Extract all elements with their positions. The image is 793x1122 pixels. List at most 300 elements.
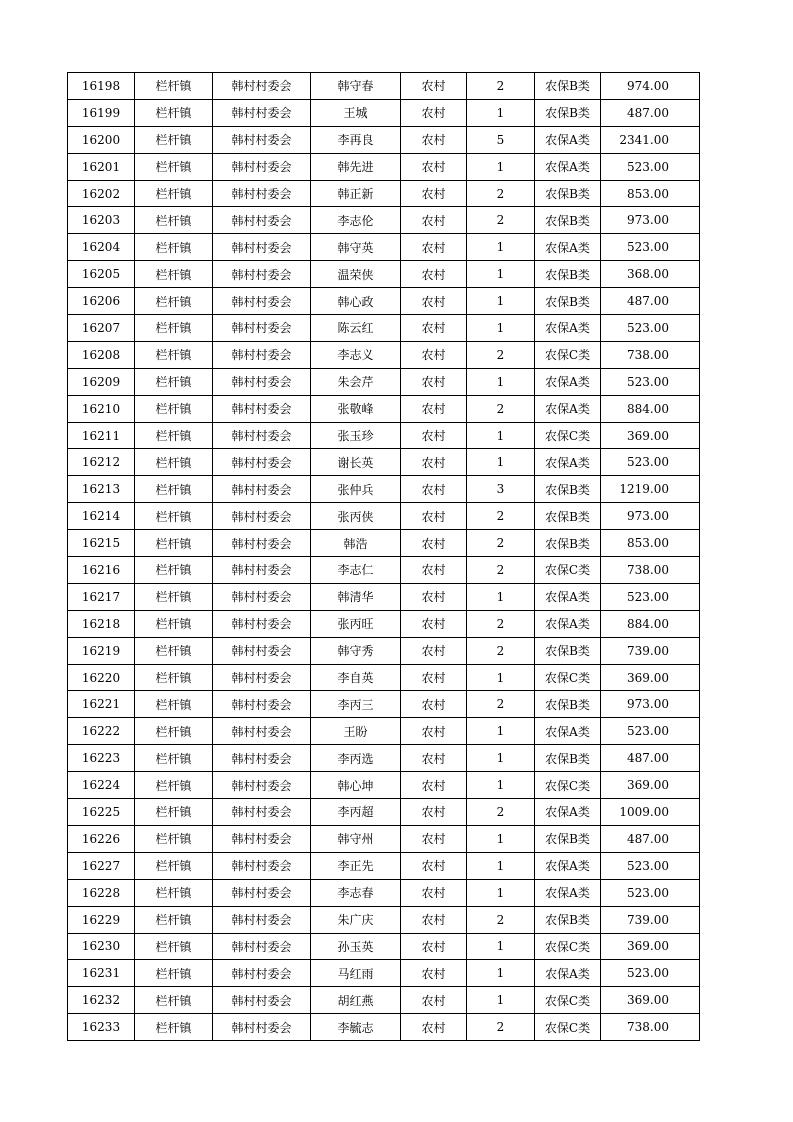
town-cell: 栏杆镇 xyxy=(135,583,213,610)
household-type-cell: 农村 xyxy=(401,987,467,1014)
town-cell: 栏杆镇 xyxy=(135,422,213,449)
member-count-cell: 2 xyxy=(467,180,535,207)
member-count-cell: 1 xyxy=(467,422,535,449)
amount-cell: 523.00 xyxy=(601,153,700,180)
town-cell: 栏杆镇 xyxy=(135,691,213,718)
village-committee-cell: 韩村村委会 xyxy=(213,234,311,261)
insurance-category-cell: 农保C类 xyxy=(535,772,601,799)
town-cell: 栏杆镇 xyxy=(135,153,213,180)
amount-cell: 369.00 xyxy=(601,987,700,1014)
member-count-cell: 1 xyxy=(467,664,535,691)
person-name-cell: 韩守州 xyxy=(311,825,401,852)
member-count-cell: 2 xyxy=(467,395,535,422)
town-cell: 栏杆镇 xyxy=(135,960,213,987)
village-committee-cell: 韩村村委会 xyxy=(213,772,311,799)
amount-cell: 739.00 xyxy=(601,906,700,933)
table-row xyxy=(68,207,700,234)
town-cell: 栏杆镇 xyxy=(135,637,213,664)
household-type-cell: 农村 xyxy=(401,503,467,530)
person-name-cell: 李丙三 xyxy=(311,691,401,718)
amount-cell: 884.00 xyxy=(601,610,700,637)
village-committee-cell: 韩村村委会 xyxy=(213,799,311,826)
person-name-cell: 李志义 xyxy=(311,341,401,368)
table-row xyxy=(68,449,700,476)
village-committee-cell: 韩村村委会 xyxy=(213,745,311,772)
town-cell: 栏杆镇 xyxy=(135,288,213,315)
table-row xyxy=(68,99,700,126)
village-committee-cell: 韩村村委会 xyxy=(213,315,311,342)
table-row xyxy=(68,745,700,772)
table-row xyxy=(68,799,700,826)
insurance-category-cell: 农保B类 xyxy=(535,99,601,126)
member-count-cell: 3 xyxy=(467,476,535,503)
insurance-category-cell: 农保B类 xyxy=(535,530,601,557)
amount-cell: 369.00 xyxy=(601,933,700,960)
table-row xyxy=(68,153,700,180)
town-cell: 栏杆镇 xyxy=(135,530,213,557)
amount-cell: 523.00 xyxy=(601,368,700,395)
member-count-cell: 2 xyxy=(467,73,535,100)
record-number-cell: 16225 xyxy=(68,799,135,826)
village-committee-cell: 韩村村委会 xyxy=(213,530,311,557)
village-committee-cell: 韩村村委会 xyxy=(213,395,311,422)
member-count-cell: 2 xyxy=(467,341,535,368)
person-name-cell: 谢长英 xyxy=(311,449,401,476)
member-count-cell: 1 xyxy=(467,933,535,960)
amount-cell: 487.00 xyxy=(601,825,700,852)
table-row xyxy=(68,960,700,987)
amount-cell: 523.00 xyxy=(601,234,700,261)
person-name-cell: 张敬峰 xyxy=(311,395,401,422)
amount-cell: 487.00 xyxy=(601,99,700,126)
record-number-cell: 16198 xyxy=(68,73,135,100)
record-number-cell: 16217 xyxy=(68,583,135,610)
person-name-cell: 朱会芹 xyxy=(311,368,401,395)
town-cell: 栏杆镇 xyxy=(135,718,213,745)
household-type-cell: 农村 xyxy=(401,583,467,610)
village-committee-cell: 韩村村委会 xyxy=(213,637,311,664)
village-committee-cell: 韩村村委会 xyxy=(213,99,311,126)
record-number-cell: 16220 xyxy=(68,664,135,691)
table-row xyxy=(68,73,700,100)
village-committee-cell: 韩村村委会 xyxy=(213,610,311,637)
insurance-category-cell: 农保A类 xyxy=(535,583,601,610)
amount-cell: 487.00 xyxy=(601,745,700,772)
amount-cell: 973.00 xyxy=(601,207,700,234)
table-row xyxy=(68,610,700,637)
person-name-cell: 张丙旺 xyxy=(311,610,401,637)
member-count-cell: 2 xyxy=(467,1014,535,1041)
table-row xyxy=(68,691,700,718)
household-type-cell: 农村 xyxy=(401,153,467,180)
household-type-cell: 农村 xyxy=(401,315,467,342)
record-number-cell: 16228 xyxy=(68,879,135,906)
amount-cell: 738.00 xyxy=(601,341,700,368)
amount-cell: 487.00 xyxy=(601,288,700,315)
table-row xyxy=(68,395,700,422)
person-name-cell: 张玉珍 xyxy=(311,422,401,449)
amount-cell: 2341.00 xyxy=(601,126,700,153)
insurance-category-cell: 农保A类 xyxy=(535,315,601,342)
insurance-category-cell: 农保B类 xyxy=(535,745,601,772)
household-type-cell: 农村 xyxy=(401,852,467,879)
table-row xyxy=(68,718,700,745)
village-committee-cell: 韩村村委会 xyxy=(213,1014,311,1041)
household-type-cell: 农村 xyxy=(401,664,467,691)
member-count-cell: 1 xyxy=(467,718,535,745)
insurance-category-cell: 农保B类 xyxy=(535,73,601,100)
town-cell: 栏杆镇 xyxy=(135,1014,213,1041)
person-name-cell: 马红雨 xyxy=(311,960,401,987)
insurance-category-cell: 农保C类 xyxy=(535,557,601,584)
town-cell: 栏杆镇 xyxy=(135,879,213,906)
record-number-cell: 16221 xyxy=(68,691,135,718)
member-count-cell: 1 xyxy=(467,772,535,799)
record-number-cell: 16211 xyxy=(68,422,135,449)
record-number-cell: 16218 xyxy=(68,610,135,637)
record-number-cell: 16202 xyxy=(68,180,135,207)
record-number-cell: 16223 xyxy=(68,745,135,772)
village-committee-cell: 韩村村委会 xyxy=(213,341,311,368)
household-type-cell: 农村 xyxy=(401,234,467,261)
amount-cell: 738.00 xyxy=(601,1014,700,1041)
household-type-cell: 农村 xyxy=(401,772,467,799)
village-committee-cell: 韩村村委会 xyxy=(213,476,311,503)
table-row xyxy=(68,933,700,960)
insurance-category-cell: 农保A类 xyxy=(535,960,601,987)
member-count-cell: 1 xyxy=(467,315,535,342)
amount-cell: 369.00 xyxy=(601,772,700,799)
village-committee-cell: 韩村村委会 xyxy=(213,960,311,987)
household-type-cell: 农村 xyxy=(401,799,467,826)
village-committee-cell: 韩村村委会 xyxy=(213,879,311,906)
household-type-cell: 农村 xyxy=(401,180,467,207)
table-row xyxy=(68,530,700,557)
member-count-cell: 2 xyxy=(467,799,535,826)
town-cell: 栏杆镇 xyxy=(135,557,213,584)
town-cell: 栏杆镇 xyxy=(135,234,213,261)
record-number-cell: 16213 xyxy=(68,476,135,503)
insurance-category-cell: 农保B类 xyxy=(535,207,601,234)
insurance-category-cell: 农保B类 xyxy=(535,261,601,288)
insurance-category-cell: 农保C类 xyxy=(535,987,601,1014)
person-name-cell: 李毓志 xyxy=(311,1014,401,1041)
person-name-cell: 李志伦 xyxy=(311,207,401,234)
table-row xyxy=(68,422,700,449)
amount-cell: 738.00 xyxy=(601,557,700,584)
member-count-cell: 1 xyxy=(467,153,535,180)
village-committee-cell: 韩村村委会 xyxy=(213,987,311,1014)
record-number-cell: 16209 xyxy=(68,368,135,395)
person-name-cell: 韩守春 xyxy=(311,73,401,100)
record-number-cell: 16199 xyxy=(68,99,135,126)
member-count-cell: 1 xyxy=(467,99,535,126)
member-count-cell: 2 xyxy=(467,207,535,234)
household-type-cell: 农村 xyxy=(401,879,467,906)
person-name-cell: 张仲兵 xyxy=(311,476,401,503)
record-number-cell: 16203 xyxy=(68,207,135,234)
insurance-category-cell: 农保C类 xyxy=(535,664,601,691)
record-number-cell: 16205 xyxy=(68,261,135,288)
person-name-cell: 王盼 xyxy=(311,718,401,745)
member-count-cell: 2 xyxy=(467,557,535,584)
table-body xyxy=(68,73,700,1041)
village-committee-cell: 韩村村委会 xyxy=(213,73,311,100)
town-cell: 栏杆镇 xyxy=(135,987,213,1014)
town-cell: 栏杆镇 xyxy=(135,126,213,153)
amount-cell: 523.00 xyxy=(601,449,700,476)
household-type-cell: 农村 xyxy=(401,745,467,772)
record-number-cell: 16215 xyxy=(68,530,135,557)
village-committee-cell: 韩村村委会 xyxy=(213,718,311,745)
table-row xyxy=(68,852,700,879)
household-type-cell: 农村 xyxy=(401,449,467,476)
village-committee-cell: 韩村村委会 xyxy=(213,449,311,476)
insurance-category-cell: 农保B类 xyxy=(535,906,601,933)
household-type-cell: 农村 xyxy=(401,368,467,395)
member-count-cell: 1 xyxy=(467,368,535,395)
person-name-cell: 孙玉英 xyxy=(311,933,401,960)
insurance-category-cell: 农保B类 xyxy=(535,180,601,207)
town-cell: 栏杆镇 xyxy=(135,395,213,422)
insurance-category-cell: 农保A类 xyxy=(535,126,601,153)
household-type-cell: 农村 xyxy=(401,610,467,637)
person-name-cell: 李志春 xyxy=(311,879,401,906)
amount-cell: 739.00 xyxy=(601,637,700,664)
person-name-cell: 韩心坤 xyxy=(311,772,401,799)
insurance-category-cell: 农保A类 xyxy=(535,718,601,745)
person-name-cell: 李丙选 xyxy=(311,745,401,772)
town-cell: 栏杆镇 xyxy=(135,449,213,476)
table-row xyxy=(68,825,700,852)
record-number-cell: 16206 xyxy=(68,288,135,315)
household-type-cell: 农村 xyxy=(401,906,467,933)
person-name-cell: 韩守英 xyxy=(311,234,401,261)
household-type-cell: 农村 xyxy=(401,825,467,852)
household-type-cell: 农村 xyxy=(401,422,467,449)
person-name-cell: 韩正新 xyxy=(311,180,401,207)
village-committee-cell: 韩村村委会 xyxy=(213,583,311,610)
member-count-cell: 1 xyxy=(467,825,535,852)
amount-cell: 853.00 xyxy=(601,530,700,557)
town-cell: 栏杆镇 xyxy=(135,368,213,395)
town-cell: 栏杆镇 xyxy=(135,852,213,879)
amount-cell: 523.00 xyxy=(601,879,700,906)
village-committee-cell: 韩村村委会 xyxy=(213,664,311,691)
town-cell: 栏杆镇 xyxy=(135,341,213,368)
record-number-cell: 16216 xyxy=(68,557,135,584)
table-row xyxy=(68,288,700,315)
record-number-cell: 16232 xyxy=(68,987,135,1014)
person-name-cell: 韩浩 xyxy=(311,530,401,557)
amount-cell: 973.00 xyxy=(601,503,700,530)
household-type-cell: 农村 xyxy=(401,960,467,987)
record-number-cell: 16229 xyxy=(68,906,135,933)
record-number-cell: 16208 xyxy=(68,341,135,368)
table-row xyxy=(68,315,700,342)
table-row xyxy=(68,503,700,530)
town-cell: 栏杆镇 xyxy=(135,906,213,933)
insurance-category-cell: 农保A类 xyxy=(535,852,601,879)
amount-cell: 523.00 xyxy=(601,315,700,342)
insurance-category-cell: 农保A类 xyxy=(535,153,601,180)
member-count-cell: 1 xyxy=(467,261,535,288)
person-name-cell: 李自英 xyxy=(311,664,401,691)
household-type-cell: 农村 xyxy=(401,261,467,288)
insurance-category-cell: 农保A类 xyxy=(535,799,601,826)
member-count-cell: 2 xyxy=(467,610,535,637)
insurance-category-cell: 农保A类 xyxy=(535,610,601,637)
insurance-category-cell: 农保B类 xyxy=(535,476,601,503)
record-number-cell: 16212 xyxy=(68,449,135,476)
amount-cell: 1009.00 xyxy=(601,799,700,826)
household-type-cell: 农村 xyxy=(401,691,467,718)
insurance-category-cell: 农保C类 xyxy=(535,1014,601,1041)
village-committee-cell: 韩村村委会 xyxy=(213,503,311,530)
member-count-cell: 2 xyxy=(467,906,535,933)
insurance-category-cell: 农保B类 xyxy=(535,288,601,315)
table-row xyxy=(68,987,700,1014)
table-row xyxy=(68,234,700,261)
household-type-cell: 农村 xyxy=(401,126,467,153)
record-number-cell: 16214 xyxy=(68,503,135,530)
insurance-category-cell: 农保C类 xyxy=(535,933,601,960)
table-row xyxy=(68,261,700,288)
member-count-cell: 1 xyxy=(467,960,535,987)
household-type-cell: 农村 xyxy=(401,1014,467,1041)
village-committee-cell: 韩村村委会 xyxy=(213,207,311,234)
insurance-category-cell: 农保B类 xyxy=(535,637,601,664)
village-committee-cell: 韩村村委会 xyxy=(213,153,311,180)
village-committee-cell: 韩村村委会 xyxy=(213,261,311,288)
member-count-cell: 1 xyxy=(467,852,535,879)
household-type-cell: 农村 xyxy=(401,637,467,664)
insurance-category-cell: 农保A类 xyxy=(535,449,601,476)
table-row xyxy=(68,772,700,799)
amount-cell: 884.00 xyxy=(601,395,700,422)
village-committee-cell: 韩村村委会 xyxy=(213,180,311,207)
household-type-cell: 农村 xyxy=(401,207,467,234)
person-name-cell: 韩清华 xyxy=(311,583,401,610)
amount-cell: 523.00 xyxy=(601,718,700,745)
town-cell: 栏杆镇 xyxy=(135,745,213,772)
village-committee-cell: 韩村村委会 xyxy=(213,557,311,584)
person-name-cell: 李再良 xyxy=(311,126,401,153)
village-committee-cell: 韩村村委会 xyxy=(213,933,311,960)
table-row xyxy=(68,126,700,153)
table-row xyxy=(68,368,700,395)
record-number-cell: 16204 xyxy=(68,234,135,261)
table-row xyxy=(68,1014,700,1041)
person-name-cell: 张丙侠 xyxy=(311,503,401,530)
insurance-category-cell: 农保C类 xyxy=(535,422,601,449)
household-type-cell: 农村 xyxy=(401,557,467,584)
amount-cell: 853.00 xyxy=(601,180,700,207)
member-count-cell: 1 xyxy=(467,987,535,1014)
village-committee-cell: 韩村村委会 xyxy=(213,288,311,315)
record-number-cell: 16200 xyxy=(68,126,135,153)
town-cell: 栏杆镇 xyxy=(135,772,213,799)
household-type-cell: 农村 xyxy=(401,341,467,368)
member-count-cell: 1 xyxy=(467,745,535,772)
amount-cell: 1219.00 xyxy=(601,476,700,503)
village-committee-cell: 韩村村委会 xyxy=(213,422,311,449)
member-count-cell: 1 xyxy=(467,288,535,315)
person-name-cell: 李志仁 xyxy=(311,557,401,584)
record-number-cell: 16226 xyxy=(68,825,135,852)
insurance-category-cell: 农保A类 xyxy=(535,368,601,395)
household-type-cell: 农村 xyxy=(401,395,467,422)
person-name-cell: 李丙超 xyxy=(311,799,401,826)
household-type-cell: 农村 xyxy=(401,99,467,126)
household-type-cell: 农村 xyxy=(401,933,467,960)
insurance-category-cell: 农保B类 xyxy=(535,825,601,852)
record-number-cell: 16210 xyxy=(68,395,135,422)
member-count-cell: 1 xyxy=(467,879,535,906)
town-cell: 栏杆镇 xyxy=(135,799,213,826)
village-committee-cell: 韩村村委会 xyxy=(213,852,311,879)
record-number-cell: 16201 xyxy=(68,153,135,180)
amount-cell: 368.00 xyxy=(601,261,700,288)
town-cell: 栏杆镇 xyxy=(135,99,213,126)
insurance-category-cell: 农保A类 xyxy=(535,395,601,422)
table-row xyxy=(68,906,700,933)
village-committee-cell: 韩村村委会 xyxy=(213,126,311,153)
record-number-cell: 16222 xyxy=(68,718,135,745)
record-number-cell: 16231 xyxy=(68,960,135,987)
record-number-cell: 16207 xyxy=(68,315,135,342)
record-number-cell: 16224 xyxy=(68,772,135,799)
person-name-cell: 王城 xyxy=(311,99,401,126)
table-row xyxy=(68,637,700,664)
record-number-cell: 16230 xyxy=(68,933,135,960)
amount-cell: 523.00 xyxy=(601,960,700,987)
table-row xyxy=(68,664,700,691)
household-type-cell: 农村 xyxy=(401,530,467,557)
amount-cell: 369.00 xyxy=(601,422,700,449)
member-count-cell: 2 xyxy=(467,503,535,530)
insurance-category-cell: 农保B类 xyxy=(535,691,601,718)
village-committee-cell: 韩村村委会 xyxy=(213,825,311,852)
household-type-cell: 农村 xyxy=(401,476,467,503)
insurance-category-cell: 农保C类 xyxy=(535,341,601,368)
member-count-cell: 2 xyxy=(467,637,535,664)
town-cell: 栏杆镇 xyxy=(135,73,213,100)
record-number-cell: 16219 xyxy=(68,637,135,664)
town-cell: 栏杆镇 xyxy=(135,180,213,207)
member-count-cell: 2 xyxy=(467,530,535,557)
person-name-cell: 胡红燕 xyxy=(311,987,401,1014)
table-row xyxy=(68,557,700,584)
town-cell: 栏杆镇 xyxy=(135,503,213,530)
village-committee-cell: 韩村村委会 xyxy=(213,691,311,718)
household-type-cell: 农村 xyxy=(401,73,467,100)
member-count-cell: 5 xyxy=(467,126,535,153)
town-cell: 栏杆镇 xyxy=(135,476,213,503)
town-cell: 栏杆镇 xyxy=(135,825,213,852)
town-cell: 栏杆镇 xyxy=(135,315,213,342)
beneficiary-table xyxy=(67,72,700,1041)
table-row xyxy=(68,879,700,906)
village-committee-cell: 韩村村委会 xyxy=(213,906,311,933)
amount-cell: 973.00 xyxy=(601,691,700,718)
record-number-cell: 16227 xyxy=(68,852,135,879)
person-name-cell: 李正先 xyxy=(311,852,401,879)
person-name-cell: 韩守秀 xyxy=(311,637,401,664)
member-count-cell: 1 xyxy=(467,583,535,610)
insurance-category-cell: 农保A类 xyxy=(535,234,601,261)
town-cell: 栏杆镇 xyxy=(135,207,213,234)
